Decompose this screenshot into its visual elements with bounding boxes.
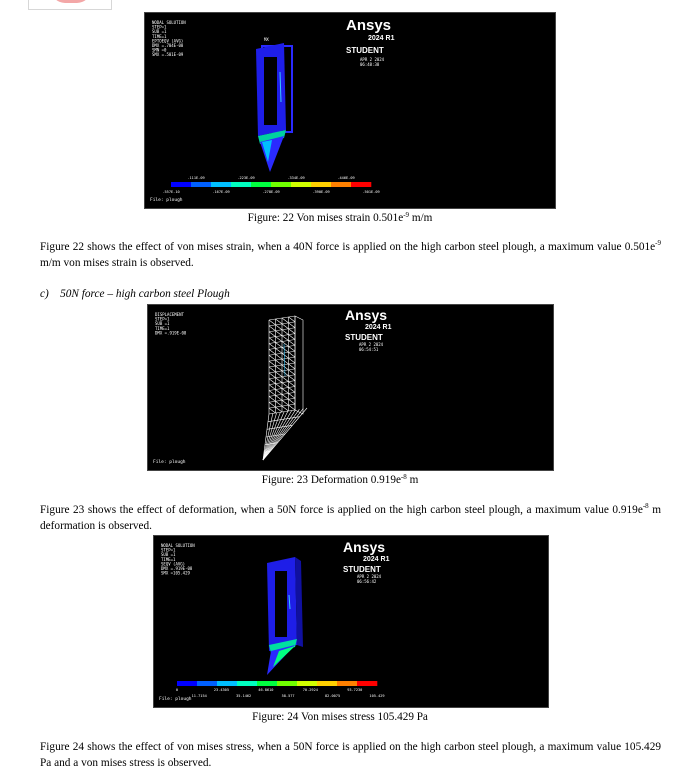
legend-tick-label: 93.7230 bbox=[347, 688, 363, 692]
fig22-mx-label: MX bbox=[264, 37, 269, 42]
legend-swatch bbox=[231, 182, 251, 187]
header-line: DMX =.919E-08 bbox=[155, 330, 187, 336]
paragraph-figure-22: Figure 22 shows the effect of von mises strain, when a 40N force is applied on the high carbon steel plough, a maximum value $0.501e^{-9}$ m/m von mises strain is observed. bbox=[40, 239, 661, 269]
figure-23-caption: Figure: 23 Deformation $0.919e^{-8}$ m bbox=[261, 473, 419, 486]
legend-swatch bbox=[197, 681, 217, 686]
legend-swatch bbox=[257, 681, 277, 686]
header-line: STEP=1 bbox=[161, 547, 176, 553]
legend-swatch bbox=[277, 681, 297, 686]
header-line: NODAL SOLUTION bbox=[152, 20, 186, 25]
legend-swatch bbox=[177, 681, 197, 686]
legend-swatch bbox=[311, 182, 331, 187]
header-line: TIME=1 bbox=[161, 556, 176, 562]
figure-24-image bbox=[153, 535, 549, 708]
ansys-edition: STUDENT bbox=[345, 333, 383, 342]
header-line: TIME=1 bbox=[152, 33, 167, 39]
ansys-release: 2024 R1 bbox=[368, 35, 395, 42]
figure-24-caption: Figure: 24 Von mises stress 105.429 Pa bbox=[252, 711, 428, 723]
legend-swatch bbox=[331, 182, 351, 187]
logo-shape bbox=[51, 0, 91, 3]
ansys-release: 2024 R1 bbox=[363, 556, 390, 563]
legend-swatch bbox=[297, 681, 317, 686]
header-line: TIME=1 bbox=[155, 325, 170, 331]
fig22-time: 06:48:38 bbox=[360, 62, 380, 67]
figure-22-caption: Figure: 22 Von mises strain $0.501e^{-9}$ m/m bbox=[247, 211, 433, 224]
fig24-time: 06:56:42 bbox=[357, 579, 377, 584]
legend-tick-label: 105.429 bbox=[369, 694, 385, 698]
header-line: SMN =0 bbox=[152, 47, 167, 53]
ansys-edition: STUDENT bbox=[346, 46, 384, 55]
legend-tick-label: 35.1462 bbox=[236, 694, 252, 698]
legend-tick-label: 46.8610 bbox=[258, 688, 274, 692]
header-line: SUB =1 bbox=[152, 29, 167, 35]
subheading-50n: c) 50N force – high carbon steel Plough bbox=[40, 288, 230, 300]
ansys-logo-text: Ansys bbox=[343, 539, 386, 555]
paragraph-figure-23: Figure 23 shows the effect of deformation, when a 50N force is applied on the high carbon steel plough, a maximum value $0.919e^{-8}$ m deformation is observed. bbox=[40, 502, 661, 532]
legend-tick-label: .111E-09 bbox=[187, 176, 205, 180]
fig23-file-label: File: plough bbox=[153, 460, 186, 465]
ansys-logo-text: Ansys bbox=[346, 17, 392, 34]
header-line: SUB =1 bbox=[155, 321, 170, 327]
legend-tick-label: 70.2924 bbox=[302, 688, 318, 692]
header-line: DMX =.919E-08 bbox=[161, 566, 193, 571]
header-line: STEP=1 bbox=[152, 24, 167, 30]
header-line: SMX =.501E-09 bbox=[152, 52, 184, 58]
legend-swatch bbox=[217, 681, 237, 686]
legend-tick-label: .223E-09 bbox=[237, 176, 255, 180]
header-logo-fragment bbox=[28, 0, 112, 10]
paragraph-figure-24: Figure 24 shows the effect of von mises stress, when a 50N force is applied on the high carbon steel plough, a maximum value 105.429 Pa and a von mises stress is observed. bbox=[40, 741, 661, 769]
figure-22-image bbox=[144, 12, 556, 209]
legend-tick-label: 11.7154 bbox=[191, 694, 207, 698]
legend-swatch bbox=[317, 681, 337, 686]
header-line: SMX =105.429 bbox=[161, 570, 190, 576]
legend-tick-label: 82.0075 bbox=[324, 694, 341, 698]
figure-23-image bbox=[147, 304, 554, 471]
fig23-time: 06:54:51 bbox=[359, 347, 379, 352]
legend-swatch bbox=[351, 182, 371, 187]
legend-tick-label: .278E-09 bbox=[262, 190, 280, 194]
legend-tick-label: .501E-09 bbox=[362, 190, 380, 194]
legend-tick-label: 58.577 bbox=[281, 694, 295, 698]
fig22-file-label: File: plough bbox=[150, 198, 183, 203]
legend-swatch bbox=[271, 182, 291, 187]
legend-tick-label: 0 bbox=[175, 688, 179, 692]
legend-tick-label: .557E-10 bbox=[162, 190, 180, 194]
header-line: STEP=1 bbox=[155, 316, 170, 322]
legend-tick-label: .334E-09 bbox=[287, 176, 305, 180]
legend-swatch bbox=[211, 182, 231, 187]
ansys-release: 2024 R1 bbox=[365, 324, 392, 331]
fig24-file-label: File: plough bbox=[159, 697, 192, 702]
ansys-logo-text: Ansys bbox=[345, 307, 388, 323]
legend-swatch bbox=[171, 182, 191, 187]
legend-swatch bbox=[357, 681, 377, 686]
legend-tick-label: .167E-09 bbox=[212, 190, 230, 194]
header-line: EPTOEQV (AVG) bbox=[152, 38, 184, 44]
legend-swatch bbox=[237, 681, 257, 686]
header-line: SUB =1 bbox=[161, 552, 176, 558]
legend-tick-label: .390E-09 bbox=[312, 190, 330, 194]
header-line: SEQV (AVG) bbox=[161, 561, 186, 567]
legend-swatch bbox=[251, 182, 271, 187]
ansys-edition: STUDENT bbox=[343, 565, 381, 574]
fig24-date: APR 2 2024 bbox=[357, 574, 382, 579]
legend-tick-label: .446E-09 bbox=[337, 176, 355, 180]
legend-swatch bbox=[191, 182, 211, 187]
header-line: NODAL SOLUTION bbox=[161, 543, 195, 548]
legend-tick-label: 23.4305 bbox=[213, 688, 230, 692]
legend-swatch bbox=[337, 681, 357, 686]
header-line: DISPLACEMENT bbox=[155, 312, 184, 317]
legend-swatch bbox=[291, 182, 311, 187]
header-line: DMX =.704E-08 bbox=[152, 43, 184, 48]
fig23-date: APR 2 2024 bbox=[359, 342, 384, 347]
fig22-date: APR 2 2024 bbox=[360, 57, 385, 62]
